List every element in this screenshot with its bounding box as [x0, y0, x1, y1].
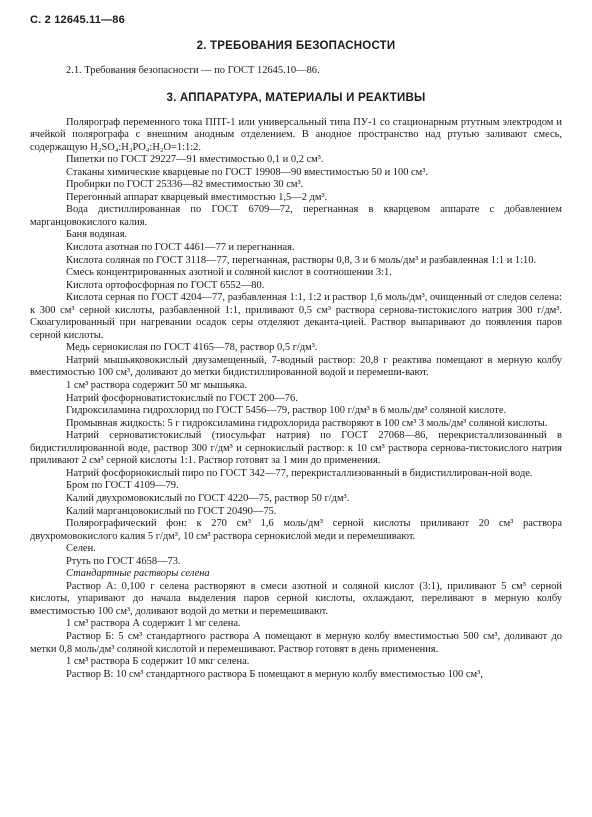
paragraph: Медь сернокислая по ГОСТ 4165—78, раствор 0,5 г/дм³. [66, 342, 318, 354]
paragraph: Баня водяная. [66, 229, 128, 241]
paragraph: Калий двухромовокислый по ГОСТ 4220—75, раствор 50 г/дм³. [66, 492, 350, 504]
paragraph: Раствор В: 10 см³ стандартного раствора Б помещают в мерную колбу вместимостью 100 см³, [66, 668, 483, 680]
paragraph: Кислота соляная по ГОСТ 3118—77, перегнанная, растворы 0,8, 3 и 6 моль/дм³ и разбавленная 1:1 и 1:10. [66, 254, 537, 266]
paragraph: Кислота серная по ГОСТ 4204—77, разбавленная 1:1, 1:2 и раствор 1,6 моль/дм³, очищенный от следов селена: к 300 см³ серной кислоты, разбавленной 1:1, приливают 0,5 см³ раствора сернова-тистокислого натрия 300 г/дм³. Скоагулированный при нагревании осадок серы отделяют деканта-цией. Раствор выпаривают до появления паров серной кислоты. [30, 292, 562, 341]
paragraph: Пробирки по ГОСТ 25336—82 вместимостью 30 см³. [66, 179, 304, 191]
paragraph: Раствор А: 0,100 г селена растворяют в смеси азотной и соляной кислот (3:1), приливают 5 см³ серной кислоты, упаривают до начала выделения паров серной кислоты, охлаждают, переливают в мерную колбу вместимостью 100 см³, доливают водой до метки и перемешивают. [30, 580, 562, 617]
paragraph: Натрий фосфорноватистокислый по ГОСТ 200—76. [66, 392, 298, 404]
paragraph: 1 см³ раствора содержит 50 мг мышьяка. [66, 380, 247, 392]
paragraph: Смесь концентрированных азотной и соляной кислот в соотношении 3:1. [66, 267, 392, 279]
page-header: С. 2 12645.11—86 [30, 14, 125, 26]
paragraph: Натрий фосфорнокислый пиро по ГОСТ 342—77, перекристаллизованный в бидистиллирован-ной воде. [66, 467, 533, 479]
paragraph: 1 см³ раствора А содержит 1 мг селена. [66, 618, 241, 630]
subheading: Стандартные растворы селена [66, 568, 210, 580]
paragraph: Натрий мышьяковокислый двузамещенный, 7-водный раствор: 20,8 г реактива помещают в мерную колбу вместимостью 100 см³, доливают до метки бидистиллированной водой и перемеши-вают. [30, 354, 562, 379]
paragraph: Стаканы химические кварцевые по ГОСТ 19908—90 вместимостью 50 и 100 см³. [66, 166, 429, 178]
paragraph: Селен. [66, 543, 96, 555]
paragraph: Вода дистиллированная по ГОСТ 6709—72, перегнанная в кварцевом аппарате с добавлением марганцовокислого калия. [30, 204, 562, 228]
paragraph: Промывная жидкость: 5 г гидроксиламина гидрохлорида растворяют в 100 см³ 3 моль/дм³ соляной кислоты. [66, 417, 548, 429]
section-2-title: 2. ТРЕБОВАНИЯ БЕЗОПАСНОСТИ [196, 40, 396, 52]
paragraph: Полярограф переменного тока ППТ-1 или универсальный типа ПУ-1 со стационарным ртутным электродом и ячейкой полярографа с внешним анодным отделением. В анодное пространство над ртутью заливают смесь, содержащую H₂SO₄:H₃PO₄:H₂O=1:1:2. [30, 116, 562, 153]
paragraph: Раствор Б: 5 см³ стандартного раствора А помещают в мерную колбу вместимостью 500 см³, доливают до метки 0,8 моль/дм³ соляной кислотой и перемешивают. Раствор готовят в день применения. [30, 630, 562, 655]
section-2-item: 2.1. Требования безопасности — по ГОСТ 12645.10—86. [66, 65, 320, 76]
paragraph: Полярографический фон: к 270 см³ 1,6 моль/дм³ серной кислоты приливают 20 см³ раствора двухромовокислого калия 5 г/дм³, 10 см³ раствора сернокислой меди и перемешивают. [30, 518, 562, 542]
paragraph: Перегонный аппарат кварцевый вместимостью 1,5—2 дм³. [66, 191, 328, 203]
paragraph: Кислота азотная по ГОСТ 4461—77 и перегнанная. [66, 242, 295, 254]
paragraph: Бром по ГОСТ 4109—79. [66, 480, 179, 492]
paragraph: Кислота ортофосфорная по ГОСТ 6552—80. [66, 279, 265, 291]
paragraph: Гидроксиламина гидрохлорид по ГОСТ 5456—79, раствор 100 г/дм³ в 6 моль/дм³ соляной кислоте. [66, 405, 507, 417]
paragraph: Ртуть по ГОСТ 4658—73. [66, 555, 181, 567]
paragraph: 1 см³ раствора Б содержит 10 мкг селена. [66, 656, 250, 668]
paragraph: Натрий серноватистокислый (тиосульфат натрия) по ГОСТ 27068—86, перекристаллизованный в бидистиллированной воде, раствор 300 г/дм³ и сернокислый раствор: к 10 см³ раствора сернова-тистокислого натрия приливают 2 см³ серной кислоты 1:1. Раствор готовят за 1 мин до применения. [30, 430, 562, 467]
paragraph: Пипетки по ГОСТ 29227—91 вместимостью 0,1 и 0,2 см³. [66, 154, 324, 166]
section-3-title: 3. АППАРАТУРА, МАТЕРИАЛЫ И РЕАКТИВЫ [166, 91, 426, 104]
paragraph: Калий марганцовокислый по ГОСТ 20490—75. [66, 505, 277, 517]
section-3-body [30, 117, 562, 682]
